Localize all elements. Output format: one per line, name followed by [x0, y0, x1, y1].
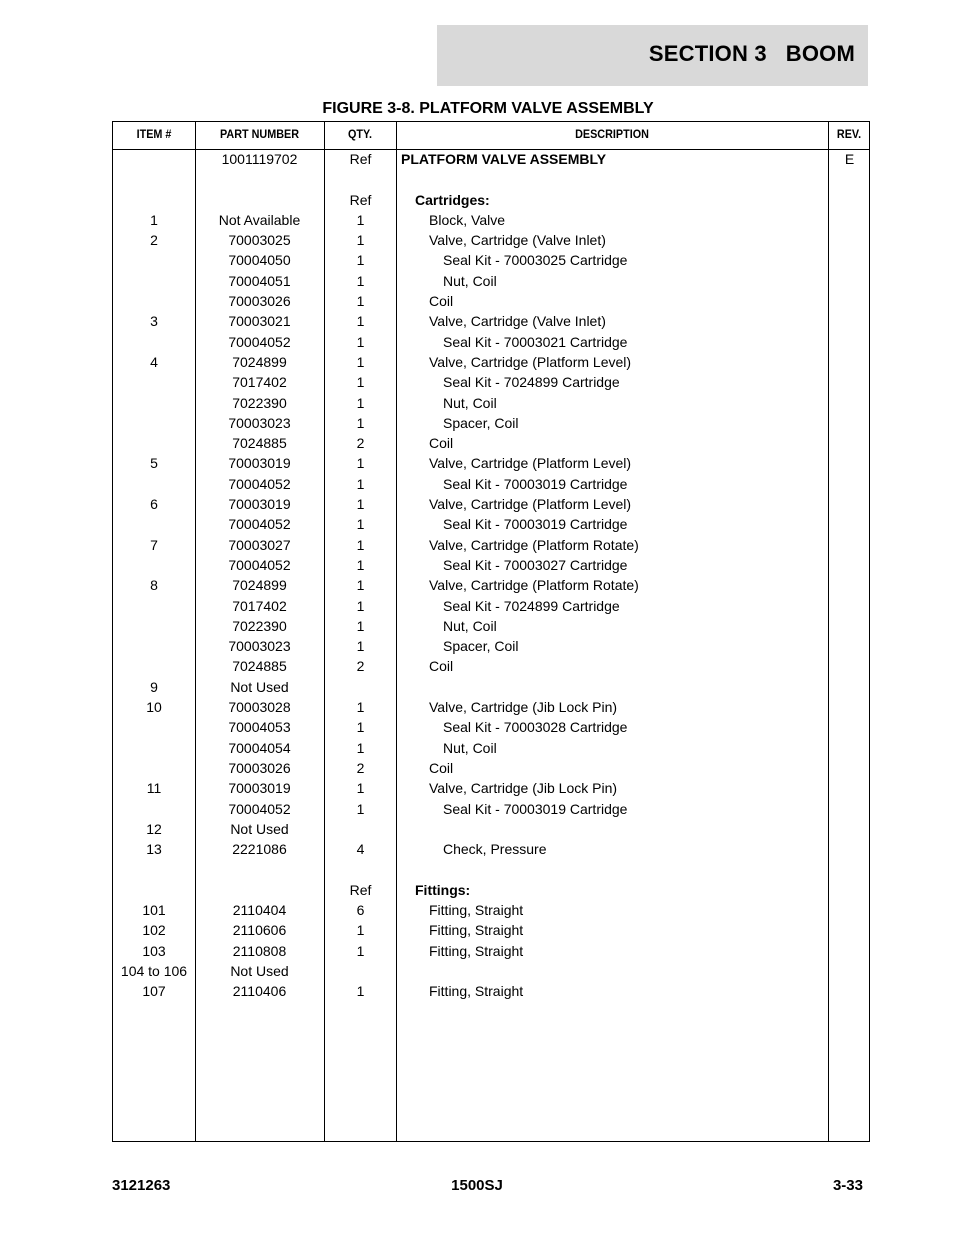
description-cell: Cartridges: — [415, 191, 490, 208]
column-header-item: ITEM # — [136, 127, 172, 141]
item-cell — [113, 291, 195, 311]
qty-cell: 1 — [356, 780, 365, 797]
rev-cell — [829, 697, 870, 717]
description-cell: Seal Kit - 7024899 Cartridge — [443, 597, 620, 614]
part-number-cell: Not Available — [218, 211, 301, 228]
part-number-cell: 70003023 — [228, 638, 291, 655]
item-cell — [113, 859, 195, 879]
table-row — [113, 758, 869, 778]
part-number-cell: 70003027 — [228, 536, 291, 553]
part-number-cell: 7024899 — [232, 577, 287, 594]
rev-cell — [829, 656, 870, 676]
rev-cell — [829, 799, 870, 819]
qty-cell: 1 — [356, 638, 365, 655]
item-cell — [113, 169, 195, 189]
rev-cell — [829, 474, 870, 494]
qty-cell: 1 — [356, 496, 365, 513]
part-number-cell: 7024899 — [232, 353, 287, 370]
item-cell: 101 — [142, 901, 166, 918]
rev-cell — [829, 311, 870, 331]
qty-cell: 2 — [356, 435, 365, 452]
table-row — [113, 677, 869, 697]
description-cell: Fittings: — [415, 881, 471, 898]
description-cell: Fitting, Straight — [429, 942, 524, 959]
description-cell: Spacer, Coil — [443, 414, 519, 431]
figure-title: FIGURE 3-8. PLATFORM VALVE ASSEMBLY — [322, 100, 654, 117]
part-number-cell: 70004052 — [228, 475, 291, 492]
part-number-cell: 7017402 — [232, 597, 287, 614]
qty-cell: 1 — [356, 922, 365, 939]
rev-cell — [829, 859, 870, 879]
rev-cell — [829, 271, 870, 291]
part-number-cell: 70003021 — [228, 313, 291, 330]
table-row — [113, 616, 869, 636]
item-cell — [113, 514, 195, 534]
rev-cell — [829, 575, 870, 595]
description-cell: Nut, Coil — [443, 617, 497, 634]
description-cell: Valve, Cartridge (Platform Rotate) — [429, 577, 639, 594]
part-number-cell: 70004050 — [228, 252, 291, 269]
part-number-cell: 70004053 — [228, 719, 291, 736]
qty-cell: 6 — [356, 901, 365, 918]
description-cell: Nut, Coil — [443, 394, 497, 411]
part-number-cell: 70003026 — [228, 293, 291, 310]
rev-cell — [829, 738, 870, 758]
qty-cell: 1 — [356, 414, 365, 431]
table-row — [113, 839, 869, 859]
part-number-cell: 70004054 — [228, 739, 291, 756]
qty-cell: Ref — [349, 191, 372, 208]
table-row — [113, 494, 869, 514]
description-cell: Valve, Cartridge (Jib Lock Pin) — [429, 780, 618, 797]
rev-cell — [829, 291, 870, 311]
table-row — [113, 372, 869, 392]
table-row — [113, 575, 869, 595]
item-cell: 2 — [150, 232, 158, 249]
part-number-cell: 70003019 — [228, 780, 291, 797]
qty-cell: 1 — [356, 455, 365, 472]
table-row — [113, 697, 869, 717]
item-cell: 107 — [142, 983, 166, 1000]
part-number-cell: 70003028 — [228, 699, 291, 716]
item-cell — [113, 738, 195, 758]
description-cell: Seal Kit - 70003021 Cartridge — [443, 333, 628, 350]
description-cell: Seal Kit - 70003019 Cartridge — [443, 475, 628, 492]
section-title: SECTION 3 BOOM — [648, 41, 855, 66]
item-cell — [113, 717, 195, 737]
qty-cell: 1 — [356, 394, 365, 411]
item-cell: 3 — [150, 313, 158, 330]
item-cell — [113, 149, 195, 169]
rev-cell — [829, 413, 870, 433]
part-number-cell: 70003019 — [228, 496, 291, 513]
description-cell: Valve, Cartridge (Jib Lock Pin) — [429, 699, 618, 716]
description-cell: Valve, Cartridge (Platform Level) — [429, 455, 632, 472]
qty-cell: 1 — [356, 313, 365, 330]
part-number-cell: 1001119702 — [221, 151, 298, 167]
part-number-cell: 2110406 — [232, 983, 287, 1000]
qty-cell: Ref — [349, 151, 372, 167]
table-row — [113, 393, 869, 413]
parts-table — [112, 121, 870, 1142]
item-cell: 7 — [150, 536, 158, 553]
rev-cell — [829, 596, 870, 616]
rev-cell — [829, 636, 870, 656]
table-row — [113, 250, 869, 270]
item-cell — [113, 656, 195, 676]
qty-cell — [324, 961, 397, 981]
item-cell — [113, 555, 195, 575]
part-number-cell: 7024885 — [232, 658, 287, 675]
part-number-cell: 70003026 — [228, 759, 291, 776]
qty-cell: 1 — [356, 719, 365, 736]
qty-cell: 1 — [356, 942, 365, 959]
description-cell: Block, Valve — [429, 211, 505, 228]
table-row — [113, 453, 869, 473]
rev-cell — [829, 332, 870, 352]
rev-cell — [829, 555, 870, 575]
description-cell: Spacer, Coil — [443, 638, 519, 655]
item-cell — [113, 596, 195, 616]
table-row — [113, 799, 869, 819]
part-number-cell: 70003025 — [228, 232, 291, 249]
table-row — [113, 332, 869, 352]
table-row — [113, 413, 869, 433]
item-cell: 8 — [150, 577, 158, 594]
part-number-cell — [195, 880, 324, 900]
rev-cell — [829, 839, 870, 859]
item-cell: 104 to 106 — [120, 962, 188, 979]
rev-cell — [829, 900, 870, 920]
qty-cell: 1 — [356, 577, 365, 594]
table-row — [113, 819, 869, 839]
item-cell: 1 — [150, 211, 158, 228]
description-cell: Seal Kit - 70003019 Cartridge — [443, 800, 628, 817]
description-cell: Nut, Coil — [443, 272, 497, 289]
description-cell: Valve, Cartridge (Valve Inlet) — [429, 313, 606, 330]
description-cell: Fitting, Straight — [429, 922, 524, 939]
rev-cell — [829, 981, 870, 1001]
description-cell: PLATFORM VALVE ASSEMBLY — [401, 151, 607, 167]
table-row — [113, 352, 869, 372]
rev-cell — [829, 250, 870, 270]
qty-cell: 1 — [356, 293, 365, 310]
item-cell — [113, 372, 195, 392]
description-cell — [401, 859, 859, 879]
rev-cell: E — [844, 151, 855, 167]
qty-cell: 1 — [356, 556, 365, 573]
item-cell — [113, 799, 195, 819]
description-cell: Valve, Cartridge (Platform Level) — [429, 496, 632, 513]
description-cell: Check, Pressure — [443, 841, 547, 858]
part-number-cell: 70004052 — [228, 516, 291, 533]
description-cell: Seal Kit - 7024899 Cartridge — [443, 374, 620, 391]
qty-cell — [324, 169, 397, 189]
rev-cell — [829, 230, 870, 250]
qty-cell: 1 — [356, 597, 365, 614]
description-cell — [401, 169, 859, 189]
table-row — [113, 149, 869, 169]
qty-cell: Ref — [349, 881, 372, 898]
rev-cell — [829, 616, 870, 636]
table-row — [113, 941, 869, 961]
rev-cell — [829, 169, 870, 189]
qty-cell: 2 — [356, 759, 365, 776]
item-cell — [113, 474, 195, 494]
rev-cell — [829, 758, 870, 778]
part-number-cell: 70003019 — [228, 455, 291, 472]
description-cell: Valve, Cartridge (Platform Rotate) — [429, 536, 639, 553]
part-number-cell: 2110404 — [232, 901, 287, 918]
item-cell: 102 — [142, 922, 166, 939]
description-cell: Seal Kit - 70003027 Cartridge — [443, 556, 628, 573]
item-cell — [113, 636, 195, 656]
item-cell — [113, 758, 195, 778]
rev-cell — [829, 880, 870, 900]
table-row — [113, 514, 869, 534]
qty-cell: 1 — [356, 252, 365, 269]
footer-page-number: 3-33 — [832, 1177, 863, 1194]
description-cell: Coil — [429, 293, 454, 310]
rev-cell — [829, 352, 870, 372]
table-row — [113, 555, 869, 575]
section-header — [437, 25, 868, 86]
rev-cell — [829, 535, 870, 555]
part-number-cell: 2110808 — [232, 942, 287, 959]
description-cell: Coil — [429, 658, 454, 675]
table-row — [113, 596, 869, 616]
item-cell: 103 — [142, 942, 166, 959]
part-number-cell: 7022390 — [232, 394, 287, 411]
description-cell: Fitting, Straight — [429, 901, 524, 918]
rev-cell — [829, 433, 870, 453]
rev-cell — [829, 677, 870, 697]
table-row — [113, 961, 869, 981]
qty-cell: 1 — [356, 516, 365, 533]
description-cell — [401, 961, 859, 981]
qty-cell: 1 — [356, 211, 365, 228]
item-cell — [113, 190, 195, 210]
rev-cell — [829, 961, 870, 981]
part-number-cell: 70004051 — [228, 272, 291, 289]
qty-cell — [324, 859, 397, 879]
qty-cell — [324, 819, 397, 839]
part-number-cell: 2110606 — [232, 922, 287, 939]
part-number-cell: 2221086 — [232, 841, 287, 858]
qty-cell: 1 — [356, 272, 365, 289]
qty-cell: 1 — [356, 353, 365, 370]
table-row — [113, 717, 869, 737]
qty-cell: 1 — [356, 800, 365, 817]
description-cell — [401, 677, 859, 697]
item-cell — [113, 413, 195, 433]
qty-cell — [324, 677, 397, 697]
table-row — [113, 291, 869, 311]
table-row — [113, 656, 869, 676]
description-cell: Seal Kit - 70003028 Cartridge — [443, 719, 628, 736]
qty-cell: 1 — [356, 232, 365, 249]
part-number-cell: 70003023 — [228, 414, 291, 431]
description-cell: Coil — [429, 759, 454, 776]
table-row — [113, 271, 869, 291]
qty-cell: 1 — [356, 739, 365, 756]
item-cell: 4 — [150, 353, 158, 370]
item-cell: 6 — [150, 496, 158, 513]
table-row — [113, 900, 869, 920]
table-row — [113, 859, 869, 879]
item-cell: 12 — [146, 820, 162, 837]
item-cell: 13 — [146, 841, 162, 858]
column-header-part-number: PART NUMBER — [219, 127, 300, 141]
table-row — [113, 981, 869, 1001]
table-row — [113, 920, 869, 940]
table-body — [113, 149, 869, 1001]
column-header-rev: REV. — [836, 127, 862, 141]
rev-cell — [829, 920, 870, 940]
description-cell: Fitting, Straight — [429, 983, 524, 1000]
table-row — [113, 169, 869, 189]
description-cell: Valve, Cartridge (Valve Inlet) — [429, 232, 606, 249]
qty-cell: 1 — [356, 699, 365, 716]
footer-doc-number: 3121263 — [112, 1177, 171, 1194]
rev-cell — [829, 393, 870, 413]
rev-cell — [829, 190, 870, 210]
table-row — [113, 636, 869, 656]
item-cell: 10 — [146, 699, 162, 716]
qty-cell: 1 — [356, 374, 365, 391]
rev-cell — [829, 494, 870, 514]
qty-cell: 1 — [356, 536, 365, 553]
item-cell: 11 — [146, 780, 162, 797]
rev-cell — [829, 941, 870, 961]
table-row — [113, 535, 869, 555]
item-cell — [113, 433, 195, 453]
part-number-cell: 70004052 — [228, 333, 291, 350]
part-number-cell: 7022390 — [232, 617, 287, 634]
rev-cell — [829, 514, 870, 534]
table-row — [113, 210, 869, 230]
description-cell: Valve, Cartridge (Platform Level) — [429, 353, 632, 370]
item-cell — [113, 393, 195, 413]
part-number-cell: Not Used — [230, 820, 289, 837]
item-cell: 9 — [150, 678, 158, 695]
part-number-cell: 7017402 — [232, 374, 287, 391]
footer-model: 1500SJ — [451, 1177, 503, 1194]
rev-cell — [829, 372, 870, 392]
rev-cell — [829, 717, 870, 737]
table-row — [113, 230, 869, 250]
part-number-cell: Not Used — [230, 678, 289, 695]
table-row — [113, 880, 869, 900]
item-cell — [113, 332, 195, 352]
qty-cell: 1 — [356, 617, 365, 634]
description-cell: Seal Kit - 70003019 Cartridge — [443, 516, 628, 533]
part-number-cell: 70004052 — [228, 556, 291, 573]
qty-cell: 2 — [356, 658, 365, 675]
part-number-cell: 70004052 — [228, 800, 291, 817]
part-number-cell — [195, 169, 324, 189]
table-row — [113, 474, 869, 494]
table-row — [113, 778, 869, 798]
rev-cell — [829, 210, 870, 230]
column-header-qty: QTY. — [347, 127, 372, 141]
description-cell: Nut, Coil — [443, 739, 497, 756]
description-cell: Seal Kit - 70003025 Cartridge — [443, 252, 628, 269]
qty-cell: 1 — [356, 475, 365, 492]
qty-cell: 1 — [356, 983, 365, 1000]
table-row — [113, 433, 869, 453]
column-header-description: DESCRIPTION — [575, 127, 649, 141]
part-number-cell — [195, 190, 324, 210]
item-cell — [113, 250, 195, 270]
part-number-cell: 7024885 — [232, 435, 287, 452]
description-cell: Coil — [429, 435, 454, 452]
table-row — [113, 190, 869, 210]
table-row — [113, 738, 869, 758]
item-cell: 5 — [150, 455, 158, 472]
description-cell — [401, 819, 859, 839]
rev-cell — [829, 778, 870, 798]
rev-cell — [829, 819, 870, 839]
item-cell — [113, 616, 195, 636]
rev-cell — [829, 453, 870, 473]
part-number-cell: Not Used — [230, 962, 289, 979]
qty-cell: 4 — [356, 841, 365, 858]
item-cell — [113, 271, 195, 291]
part-number-cell — [195, 859, 324, 879]
item-cell — [113, 880, 195, 900]
table-row — [113, 311, 869, 331]
qty-cell: 1 — [356, 333, 365, 350]
